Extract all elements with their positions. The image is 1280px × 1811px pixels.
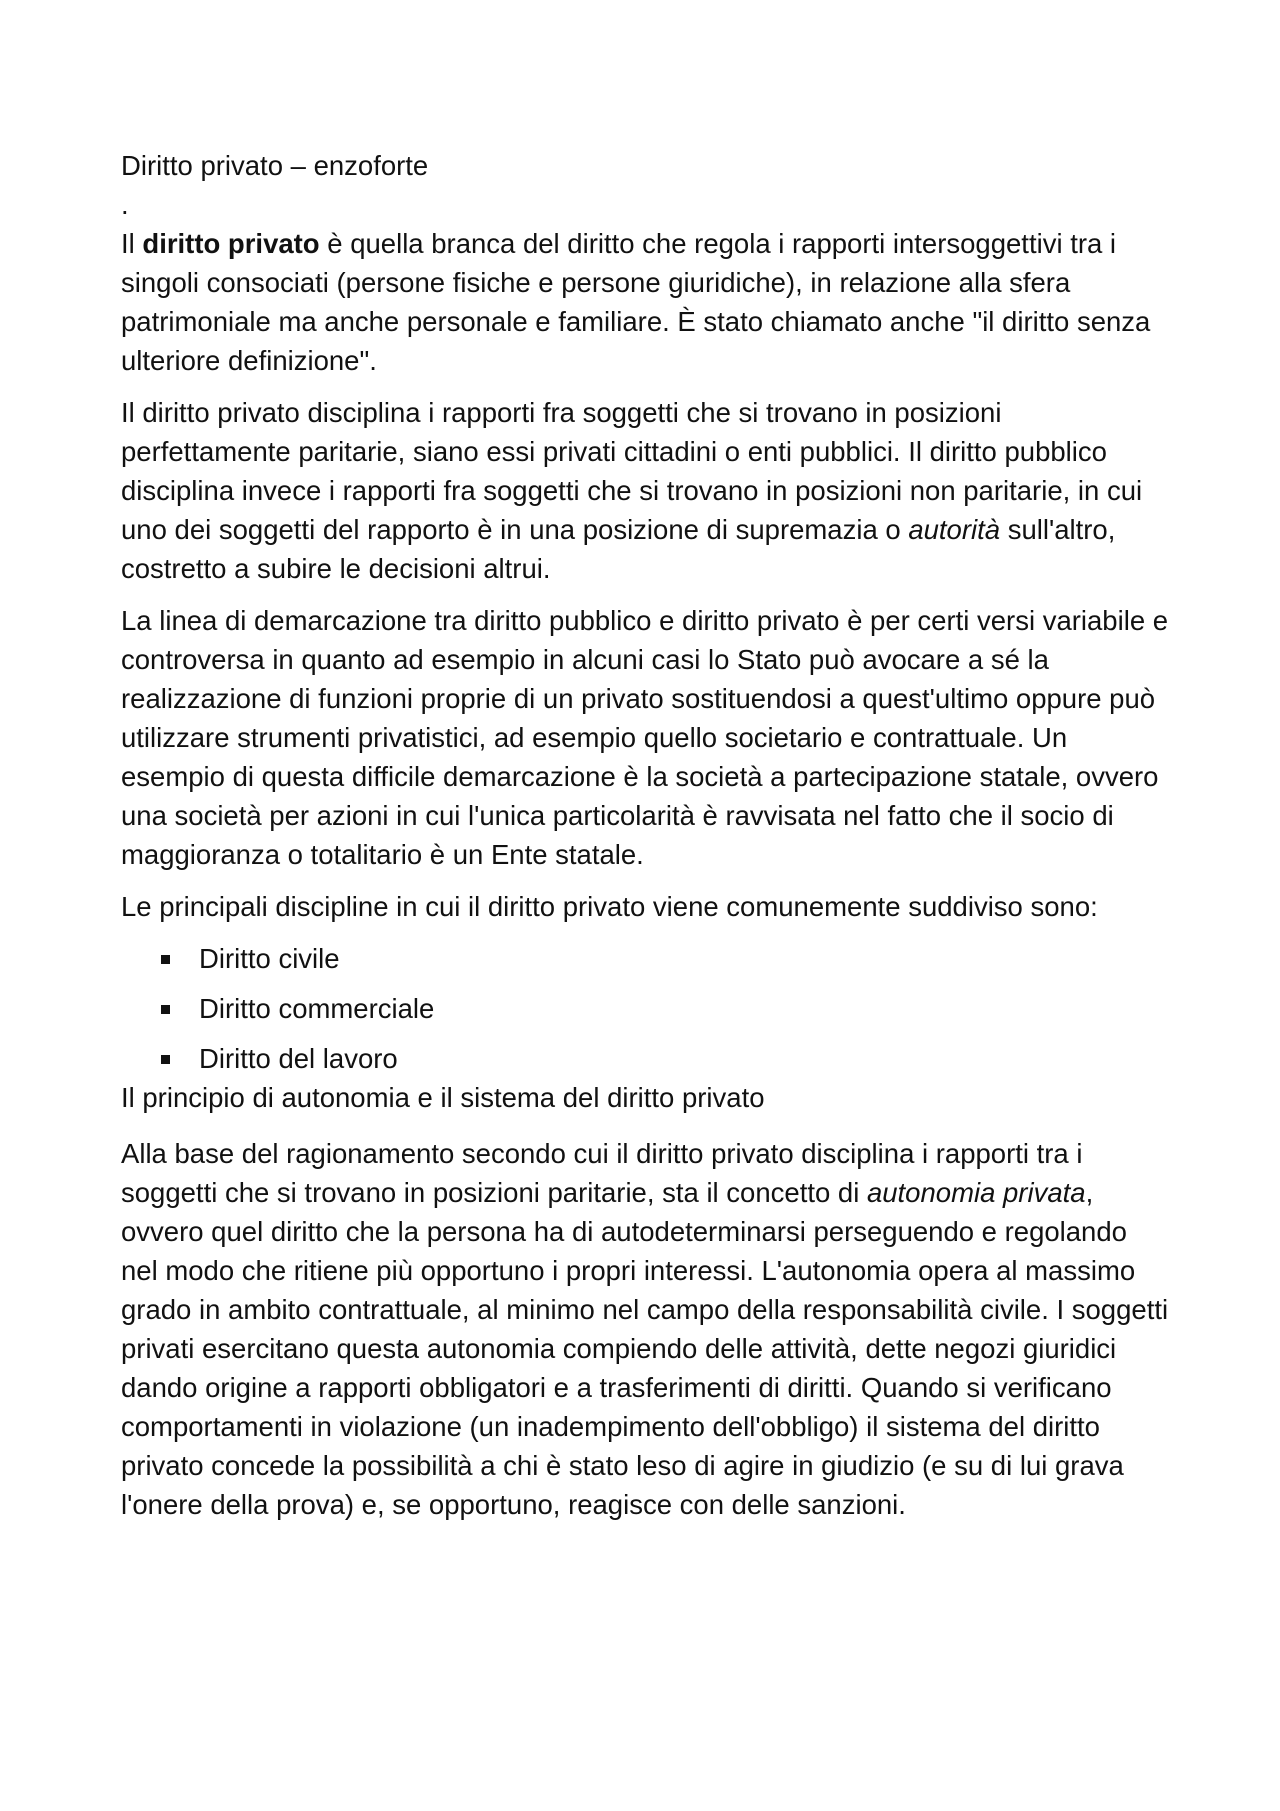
- paragraph-autonomy-pre: Alla base del ragionamento secondo cui il diritto privato disciplina i rapporti tra i soggetti che si trovano in posizioni paritarie, sta il concetto di: [121, 1138, 1083, 1208]
- list-item: [161, 939, 1171, 978]
- list-item: [161, 989, 1171, 1028]
- paragraph-definition-post: è quella branca del diritto che regola i rapporti intersoggettivi tra i singoli consociati (persone fisiche e persone giuridiche), in relazione alla sfera patrimoniale ma anche personale e familiare. È stato chiamato anche "il diritto senza ulteriore definizione".: [121, 228, 1151, 376]
- paragraph-definition-pre: Il: [121, 228, 143, 259]
- paragraph-autonomy: [121, 1134, 1171, 1524]
- list-item-label: Diritto del lavoro: [199, 1043, 398, 1074]
- paragraph-definition: [121, 224, 1171, 380]
- square-bullet-icon: [161, 1055, 170, 1064]
- paragraph-demarcation: La linea di demarcazione tra diritto pubblico e diritto privato è per certi versi variabile e controversa in quanto ad esempio in alcuni casi lo Stato può avocare a sé la realizzazione di funzioni proprie di un privato sostituendosi a quest'ultimo oppure può utilizzare strumenti privatistici, ad esempio quello societario e contrattuale. Un esempio di questa difficile demarcazione è la società a partecipazione statale, ovvero una società per azioni in cui l'unica particolarità è ravvisata nel fatto che il socio di maggioranza o totalitario è un Ente statale.: [121, 605, 1169, 870]
- document-title: Diritto privato – enzoforte: [121, 150, 429, 181]
- square-bullet-icon: [161, 1005, 170, 1014]
- paragraph-disciplines-intro: Le principali discipline in cui il diritto privato viene comunemente suddiviso sono:: [121, 891, 1098, 922]
- list-item-label: Diritto commerciale: [199, 993, 435, 1024]
- document-page: [121, 146, 1171, 1537]
- list-item: [161, 1039, 1171, 1078]
- square-bullet-icon: [161, 955, 170, 964]
- paragraph-private-vs-public-post: sull'altro, costretto a subire le decisioni altrui.: [121, 514, 1116, 584]
- bold-term: diritto privato: [142, 228, 320, 259]
- section-heading: Il principio di autonomia e il sistema del diritto privato: [121, 1082, 765, 1113]
- disciplines-list: [121, 939, 1171, 1078]
- paragraph-private-vs-public: [121, 393, 1171, 588]
- italic-term-autonomia-privata: autonomia privata: [866, 1177, 1086, 1208]
- paragraph-autonomy-post: , ovvero quel diritto che la persona ha di autodeterminarsi perseguendo e regolando nel modo che ritiene più opportuno i propri interessi. L'autonomia opera al massimo grado in ambito contrattuale, al minimo nel campo della responsabilità civile. I soggetti privati esercitano questa autonomia compiendo delle attività, dette negozi giuridici dando origine a rapporti obbligatori e a trasferimenti di diritti. Quando si verificano comportamenti in violazione (un inadempimento dell'obbligo) il sistema del diritto privato concede la possibilità a chi è stato leso di agire in giudizio (e su di lui grava l'onere della prova) e, se opportuno, reagisce con delle sanzioni.: [121, 1177, 1169, 1520]
- list-item-label: Diritto civile: [199, 943, 340, 974]
- paragraph-private-vs-public-pre: Il diritto privato disciplina i rapporti fra soggetti che si trovano in posizioni perfettamente paritarie, siano essi privati cittadini o enti pubblici. Il diritto pubblico disciplina invece i rapporti fra soggetti che si trovano in posizioni non paritarie, in cui uno dei soggetti del rapporto è in una posizione di supremazia o: [121, 397, 1143, 545]
- italic-term-autorita: autorità: [908, 514, 1001, 545]
- separator-dot: .: [121, 189, 129, 220]
